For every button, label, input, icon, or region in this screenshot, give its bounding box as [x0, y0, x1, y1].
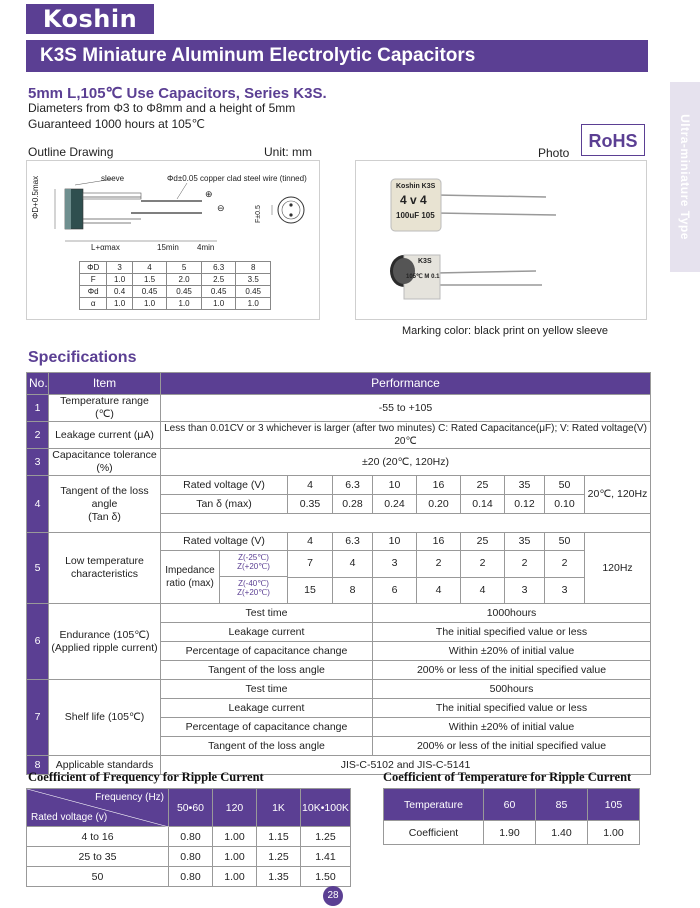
r7-item	[49, 680, 161, 756]
dimension-row	[80, 286, 271, 298]
condition-value: The initial specified value or less	[373, 623, 651, 642]
dimension-cell: 3	[107, 262, 132, 274]
dimension-cell: 1.0	[132, 298, 167, 310]
temperature-coefficient-title: Coefficient of Temperature for Ripple Current	[383, 770, 632, 784]
tan-delta-cell: 0.35	[288, 495, 333, 514]
rated-voltage-cell: 4	[288, 476, 333, 495]
cap1-marking-1: Koshin K3S	[396, 183, 436, 190]
lead-4min-label: 4min	[197, 243, 215, 252]
coefficient-cell: 1.00	[213, 847, 257, 867]
coefficient-cell: 1.50	[301, 867, 351, 887]
impedance-25-cell: 4	[333, 551, 373, 578]
rated-voltage-cell: 50	[27, 867, 169, 887]
row-1-no: 1	[27, 395, 49, 422]
tan-delta-cell: 0.20	[417, 495, 461, 514]
rated-voltage-cell: 25	[461, 476, 505, 495]
row-4-item-b: (Tan δ)	[88, 510, 121, 523]
coefficient-cell: 1.90	[484, 821, 536, 845]
dimension-cell: 3.5	[236, 274, 271, 286]
frequency-header-cell	[27, 789, 169, 827]
dimension-cell: 1.0	[236, 298, 271, 310]
coefficient-cell: 1.35	[257, 867, 301, 887]
page-title: K3S Miniature Aluminum Electrolytic Capacitors	[26, 40, 648, 72]
series-subtitle: 5mm L,105℃ Use Capacitors, Series K3S.	[28, 85, 327, 102]
condition-value: 500hours	[373, 680, 651, 699]
dimension-row	[80, 262, 271, 274]
minus-terminal-icon: ⊖	[217, 203, 225, 213]
row-8-no: 8	[27, 756, 49, 775]
temperature-column-header: 105	[588, 789, 640, 821]
frequency-column-header: 10K•100K	[301, 789, 351, 827]
condition-value: The initial specified value or less	[373, 699, 651, 718]
condition-value: Within ±20% of initial value	[373, 718, 651, 737]
impedance-25-cell: 2	[545, 551, 585, 578]
tan-delta-cell: 0.14	[461, 495, 505, 514]
dimension-cell: ΦD	[80, 262, 107, 274]
coefficient-cell: 1.00	[213, 867, 257, 887]
header-no: No.	[27, 373, 49, 395]
impedance-40-cell: 3	[545, 577, 585, 604]
rated-voltage-cell: 50	[545, 476, 585, 495]
rated-voltage-cell: 10	[373, 533, 417, 551]
temperature-header: Temperature	[384, 789, 484, 821]
f-label: F±0.5	[255, 205, 262, 223]
rated-voltage-cell: 35	[505, 476, 545, 495]
dimension-cell: α	[80, 298, 107, 310]
impedance-40-cell: 6	[373, 577, 417, 604]
impedance-40-cell: 4	[461, 577, 505, 604]
rohs-badge: RoHS	[581, 124, 645, 156]
dimension-cell: 1.0	[167, 298, 202, 310]
frequency-column-header: 1K	[257, 789, 301, 827]
z2-bottom: Z(+20℃)	[237, 588, 270, 597]
temperature-coefficient-table	[383, 788, 640, 845]
table-row	[27, 604, 651, 623]
condition-label: Leakage current	[161, 699, 373, 718]
row-3-performance: ±20 (20℃, 120Hz)	[161, 449, 651, 476]
r6-item-a: Endurance (105℃)	[59, 628, 150, 641]
rated-voltage-cell: 10	[373, 476, 417, 495]
side-tab-label: Ultra-miniature Type	[678, 114, 692, 240]
lead-15min-label: 15min	[157, 243, 179, 252]
rated-voltage-cell: 16	[417, 533, 461, 551]
tan-delta-cell: 0.10	[545, 495, 585, 514]
table-row	[27, 680, 651, 699]
dimension-cell: 8	[236, 262, 271, 274]
rated-voltage-cell: 4 to 16	[27, 827, 169, 847]
photo-label: Photo	[538, 146, 570, 160]
marking-note: Marking color: black print on yellow sleeve	[402, 325, 609, 337]
row-5-condition: 120Hz	[585, 533, 651, 604]
condition-label: Tangent of the loss angle	[161, 661, 373, 680]
frequency-coefficient-table	[26, 788, 351, 887]
header-item: Item	[49, 373, 161, 395]
row-4-spacer	[161, 514, 651, 533]
temperature-column-header: 60	[484, 789, 536, 821]
unit-label: Unit: mm	[264, 145, 312, 159]
impedance-40-cell: 4	[417, 577, 461, 604]
cap2-marking-1: K3S	[418, 258, 432, 265]
impedance-25-cell: 3	[373, 551, 417, 578]
dimension-row	[80, 298, 271, 310]
condition-label: Tangent of the loss angle	[161, 737, 373, 756]
wire-label: Φd±0.05 copper clad steel wire (tinned)	[167, 174, 307, 183]
dimension-cell: 1.0	[201, 298, 236, 310]
condition-label: Leakage current	[161, 623, 373, 642]
dimension-cell: 0.45	[132, 286, 167, 298]
impedance-25-cell: 7	[288, 551, 333, 578]
row-3-item: Capacitance tolerance (%)	[49, 449, 161, 476]
rated-voltage-cell: 6.3	[333, 533, 373, 551]
dimension-cell: 1.5	[132, 274, 167, 286]
r6-item	[49, 604, 161, 680]
row-5-impedance-cell	[161, 551, 288, 604]
plus-terminal-icon: ⊕	[205, 189, 213, 199]
frequency-column-header: 50•60	[169, 789, 213, 827]
table-row	[27, 847, 351, 867]
r6-item-b: (Applied ripple current)	[51, 641, 158, 654]
row-4-rated-label: Rated voltage (V)	[161, 476, 288, 495]
row-1-item: Temperature range (℃)	[49, 395, 161, 422]
coefficient-cell: 0.80	[169, 867, 213, 887]
header-performance: Performance	[161, 373, 651, 395]
brand-logo: Koshin	[26, 4, 154, 34]
coefficient-cell: 1.25	[257, 847, 301, 867]
description-line-1: Diameters from Φ3 to Φ8mm and a height of 5mm	[28, 101, 296, 115]
impedance-40-cell: 15	[288, 577, 333, 604]
length-label: L+αmax	[91, 243, 120, 252]
row-5-item-b: characteristics	[70, 568, 139, 580]
condition-value: 200% or less of the initial specified value	[373, 661, 651, 680]
dimension-table	[79, 261, 271, 310]
dimension-cell: 0.45	[201, 286, 236, 298]
rated-voltage-cell: 25	[461, 533, 505, 551]
dimension-row	[80, 274, 271, 286]
condition-value: 200% or less of the initial specified value	[373, 737, 651, 756]
dimension-cell: 4	[132, 262, 167, 274]
tan-delta-cell: 0.28	[333, 495, 373, 514]
rated-voltage-cell: 16	[417, 476, 461, 495]
outline-label: Outline Drawing	[28, 145, 114, 159]
coefficient-row-label: Coefficient	[384, 821, 484, 845]
z2-top: Z(-40℃)	[238, 579, 269, 588]
row-2-performance: Less than 0.01CV or 3 whichever is larger (after two minutes) C: Rated Capacitance(μF); V: Rated voltage(V) 20℃	[161, 422, 651, 449]
frequency-header-label: Frequency (Hz)	[95, 792, 164, 803]
condition-label: Test time	[161, 604, 373, 623]
r7-no: 7	[27, 680, 49, 756]
coefficient-cell: 1.40	[536, 821, 588, 845]
dimension-cell: 0.45	[236, 286, 271, 298]
row-4-no: 4	[27, 476, 49, 533]
cap1-marking-2: 4 v 4	[400, 193, 427, 207]
impedance-label-b: ratio (max)	[166, 578, 214, 589]
specifications-heading: Specifications	[28, 349, 137, 366]
sleeve-label: sleeve	[101, 174, 125, 183]
coefficient-cell: 0.80	[169, 847, 213, 867]
dimension-cell: 0.4	[107, 286, 132, 298]
tan-delta-cell: 0.12	[505, 495, 545, 514]
dimension-cell: 1.0	[107, 298, 132, 310]
z1-top: Z(-25℃)	[238, 553, 269, 562]
dimension-cell: 5	[167, 262, 202, 274]
condition-value: 1000hours	[373, 604, 651, 623]
r7-item-a: Shelf life (105℃)	[64, 711, 145, 723]
row-2-no: 2	[27, 422, 49, 449]
row-5-rated-label: Rated voltage (V)	[161, 533, 288, 551]
condition-label: Percentage of capacitance change	[161, 642, 373, 661]
outline-drawing	[26, 160, 320, 320]
page-number: 28	[323, 886, 343, 906]
frequency-coefficient-title: Coefficient of Frequency for Ripple Current	[28, 770, 264, 784]
dimension-cell: Φd	[80, 286, 107, 298]
dimension-cell: 2.5	[201, 274, 236, 286]
coefficient-cell: 1.00	[588, 821, 640, 845]
frequency-column-header: 120	[213, 789, 257, 827]
coefficient-cell: 1.41	[301, 847, 351, 867]
cap2-marking-2: 105℃ M 0.1	[406, 274, 440, 280]
row-5-no: 5	[27, 533, 49, 604]
dimension-cell: F	[80, 274, 107, 286]
impedance-40-cell: 3	[505, 577, 545, 604]
rated-voltage-cell: 4	[288, 533, 333, 551]
table-row	[27, 827, 351, 847]
tan-delta-cell: 0.24	[373, 495, 417, 514]
description-line-2: Guaranteed 1000 hours at 105℃	[28, 117, 205, 131]
rated-voltage-cell: 50	[545, 533, 585, 551]
row-4-item-a: Tangent of the loss angle	[60, 484, 149, 510]
r6-no: 6	[27, 604, 49, 680]
temperature-column-header: 85	[536, 789, 588, 821]
coefficient-cell: 0.80	[169, 827, 213, 847]
row-5-item	[49, 533, 161, 604]
impedance-40-cell: 8	[333, 577, 373, 604]
rated-voltage-cell: 6.3	[333, 476, 373, 495]
product-photo	[355, 160, 647, 320]
cap1-marking-3: 100uF 105	[396, 211, 435, 220]
dimension-cell: 6.3	[201, 262, 236, 274]
dimension-cell: 1.0	[107, 274, 132, 286]
rated-voltage-cell: 25 to 35	[27, 847, 169, 867]
coefficient-cell: 1.15	[257, 827, 301, 847]
coefficient-cell: 1.00	[213, 827, 257, 847]
impedance-25-cell: 2	[417, 551, 461, 578]
row-1-performance: -55 to +105	[161, 395, 651, 422]
side-tab	[670, 82, 700, 272]
dimension-cell: 2.0	[167, 274, 202, 286]
diameter-label: ΦD+0.5max	[31, 175, 40, 219]
condition-label: Test time	[161, 680, 373, 699]
row-4-condition: 20℃, 120Hz	[585, 476, 651, 514]
table-row	[27, 867, 351, 887]
row-3-no: 3	[27, 449, 49, 476]
rated-voltage-cell: 35	[505, 533, 545, 551]
row-8-performance: JIS-C-5102 and JIS-C-5141	[161, 756, 651, 775]
row-2-item: Leakage current (μA)	[49, 422, 161, 449]
specifications-table	[26, 372, 651, 775]
row-5-item-a: Low temperature	[65, 555, 144, 567]
rated-voltage-header-label: Rated voltage (v)	[31, 812, 108, 823]
row-8-item: Applicable standards	[49, 756, 161, 775]
impedance-25-cell: 2	[461, 551, 505, 578]
impedance-25-cell: 2	[505, 551, 545, 578]
condition-label: Percentage of capacitance change	[161, 718, 373, 737]
z1-bottom: Z(+20℃)	[237, 562, 270, 571]
condition-value: Within ±20% of initial value	[373, 642, 651, 661]
row-4-item	[49, 476, 161, 533]
dimension-cell: 0.45	[167, 286, 202, 298]
coefficient-cell: 1.25	[301, 827, 351, 847]
impedance-label-a: Impedance	[165, 565, 215, 576]
row-4-tan-label: Tan δ (max)	[161, 495, 288, 514]
